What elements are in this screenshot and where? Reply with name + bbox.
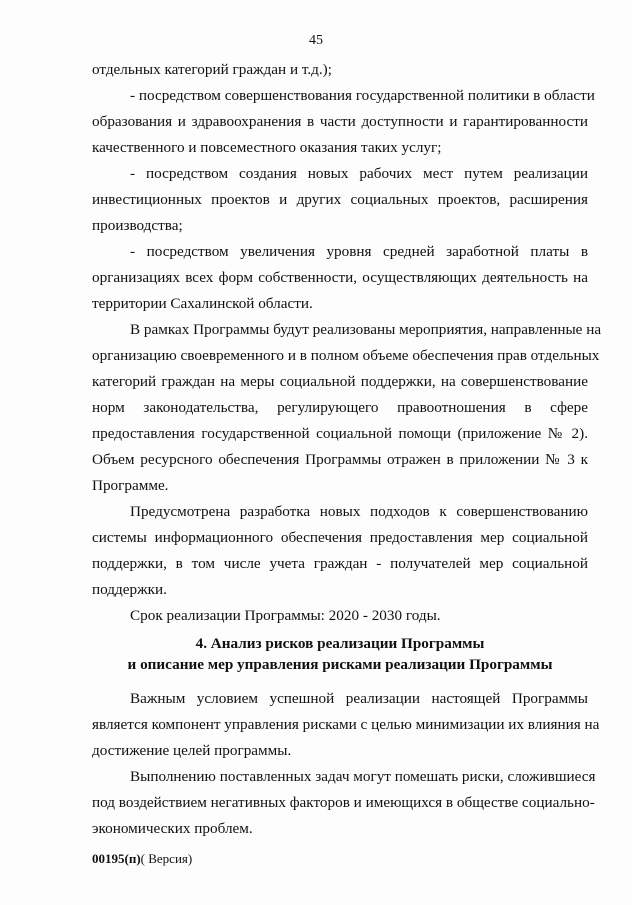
paragraph-bullet-education <box>92 83 595 161</box>
text-line: - посредством увеличения уровня средней заработной платы в <box>130 243 588 260</box>
text-line: под воздействием негативных факторов и имеющихся в обществе социально- <box>92 794 595 811</box>
text-line: - посредством совершенствования государственной политики в области <box>130 87 595 104</box>
text-line: предоставления государственной социальной помощи (приложение № 2). <box>92 425 588 442</box>
text-line: отдельных категорий граждан и т.д.); <box>92 61 332 78</box>
paragraph-bullet-wages <box>92 239 588 317</box>
page-number: 45 <box>309 33 323 48</box>
text-line: норм законодательства, регулирующего правоотношения в сфере <box>92 399 588 416</box>
text-line: системы информационного обеспечения предоставления мер социальной <box>92 529 588 546</box>
document-version: ( Версия) <box>140 851 193 866</box>
paragraph-continuation <box>92 57 588 83</box>
text-line: Выполнению поставленных задач могут помешать риски, сложившиеся <box>130 768 596 785</box>
paragraph-risk-management <box>92 686 600 764</box>
text-line: Предусмотрена разработка новых подходов к совершенствованию <box>130 503 588 520</box>
text-line: инвестиционных проектов и других социальных проектов, расширения <box>92 191 588 208</box>
paragraph-new-approaches <box>92 499 588 603</box>
section-heading <box>92 633 588 675</box>
section-heading-line: и описание мер управления рисками реализации Программы <box>127 656 553 673</box>
text-line: Срок реализации Программы: 2020 - 2030 годы. <box>130 607 441 624</box>
text-line: Важным условием успешной реализации настоящей Программы <box>130 690 588 707</box>
document-footer <box>92 851 192 867</box>
text-line: организацию своевременного и в полном объеме обеспечения прав отдельных <box>92 347 600 364</box>
text-line: качественного и повсеместного оказания таких услуг; <box>92 139 442 156</box>
text-line: категорий граждан на меры социальной поддержки, на совершенствование <box>92 373 588 390</box>
text-line: поддержки. <box>92 581 167 598</box>
paragraph-program-measures <box>92 317 602 499</box>
text-line: организациях всех форм собственности, осуществляющих деятельность на <box>92 269 588 286</box>
text-line: образования и здравоохранения в части доступности и гарантированности <box>92 113 588 130</box>
document-code: 00195(п) <box>92 851 141 866</box>
text-line: - посредством создания новых рабочих мест путем реализации <box>130 165 588 182</box>
text-line: территории Сахалинской области. <box>92 295 313 312</box>
text-line: является компонент управления рисками с целью минимизации их влияния на <box>92 716 600 733</box>
text-line: В рамках Программы будут реализованы мероприятия, направленные на <box>130 321 602 338</box>
text-line: достижение целей программы. <box>92 742 292 759</box>
text-line: поддержки, в том числе учета граждан - получателей мер социальной <box>92 555 588 572</box>
text-line: Объем ресурсного обеспечения Программы отражен в приложении № 3 к <box>92 451 588 468</box>
paragraph-bullet-jobs <box>92 161 588 239</box>
text-line: Программе. <box>92 477 169 494</box>
text-line: экономических проблем. <box>92 820 253 837</box>
section-heading-line: 4. Анализ рисков реализации Программы <box>195 635 485 652</box>
text-line: производства; <box>92 217 183 234</box>
paragraph-program-term <box>92 603 588 629</box>
paragraph-risks <box>92 764 596 842</box>
